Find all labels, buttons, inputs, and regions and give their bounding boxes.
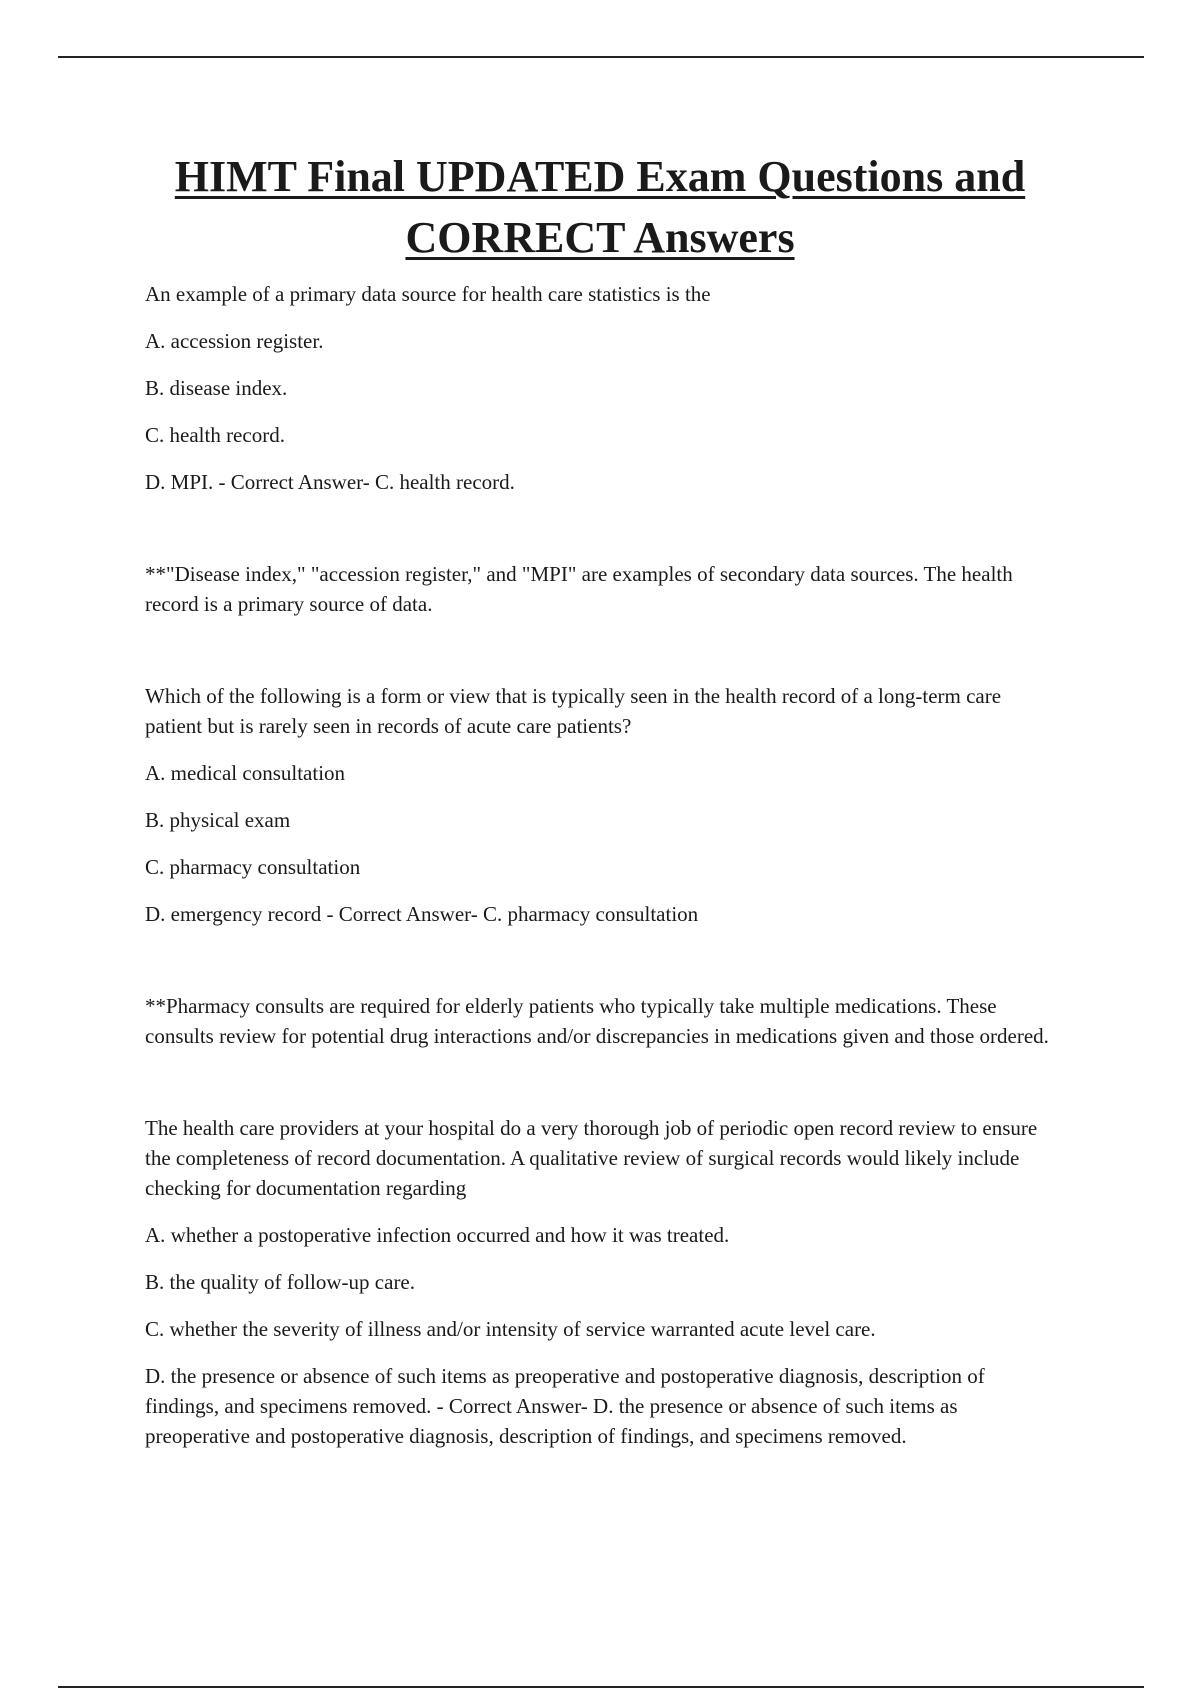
answer-option: A. accession register. bbox=[145, 329, 324, 353]
answer-option: A. whether a postoperative infection occurred and how it was treated. bbox=[145, 1223, 730, 1247]
bottom-rule bbox=[58, 1686, 1144, 1688]
question-text: The health care providers at your hospital do a very thorough job of periodic open record review to ensure the completeness of record documentation. A qualitative review of surgical records would likely include checking for documentation regarding bbox=[145, 1116, 1038, 1200]
question-text: Which of the following is a form or view that is typically seen in the health record of a long-term care patient but is rarely seen in records of acute care patients? bbox=[145, 684, 1002, 738]
answer-option-with-correct-answer: D. the presence or absence of such items as preoperative and postoperative diagnosis, description of findings, and specimens removed. - Correct Answer- D. the presence or absence of such items as preoperative and postoperative diagnosis, description of findings, and specimens removed. bbox=[145, 1364, 985, 1448]
answer-option: C. health record. bbox=[145, 423, 285, 447]
document-body bbox=[145, 279, 1055, 1468]
answer-option: B. physical exam bbox=[145, 808, 291, 832]
question-text: An example of a primary data source for health care statistics is the bbox=[145, 282, 711, 306]
answer-explanation: **Pharmacy consults are required for elderly patients who typically take multiple medications. These consults review for potential drug interactions and/or discrepancies in medications given and those ordered. bbox=[145, 994, 1049, 1048]
answer-option: C. pharmacy consultation bbox=[145, 855, 361, 879]
answer-option: C. whether the severity of illness and/or intensity of service warranted acute level care. bbox=[145, 1317, 876, 1341]
answer-option-with-correct-answer: D. emergency record - Correct Answer- C. pharmacy consultation bbox=[145, 902, 699, 926]
answer-option: B. disease index. bbox=[145, 376, 288, 400]
top-rule bbox=[58, 56, 1144, 58]
document-title: HIMT Final UPDATED Exam Questions and CORRECT Answers bbox=[174, 152, 1026, 262]
answer-explanation: **"Disease index," "accession register," and "MPI" are examples of secondary data sources. The health record is a primary source of data. bbox=[145, 562, 1013, 616]
answer-option-with-correct-answer: D. MPI. - Correct Answer- C. health record. bbox=[145, 470, 515, 494]
answer-option: A. medical consultation bbox=[145, 761, 346, 785]
answer-option: B. the quality of follow-up care. bbox=[145, 1270, 416, 1294]
